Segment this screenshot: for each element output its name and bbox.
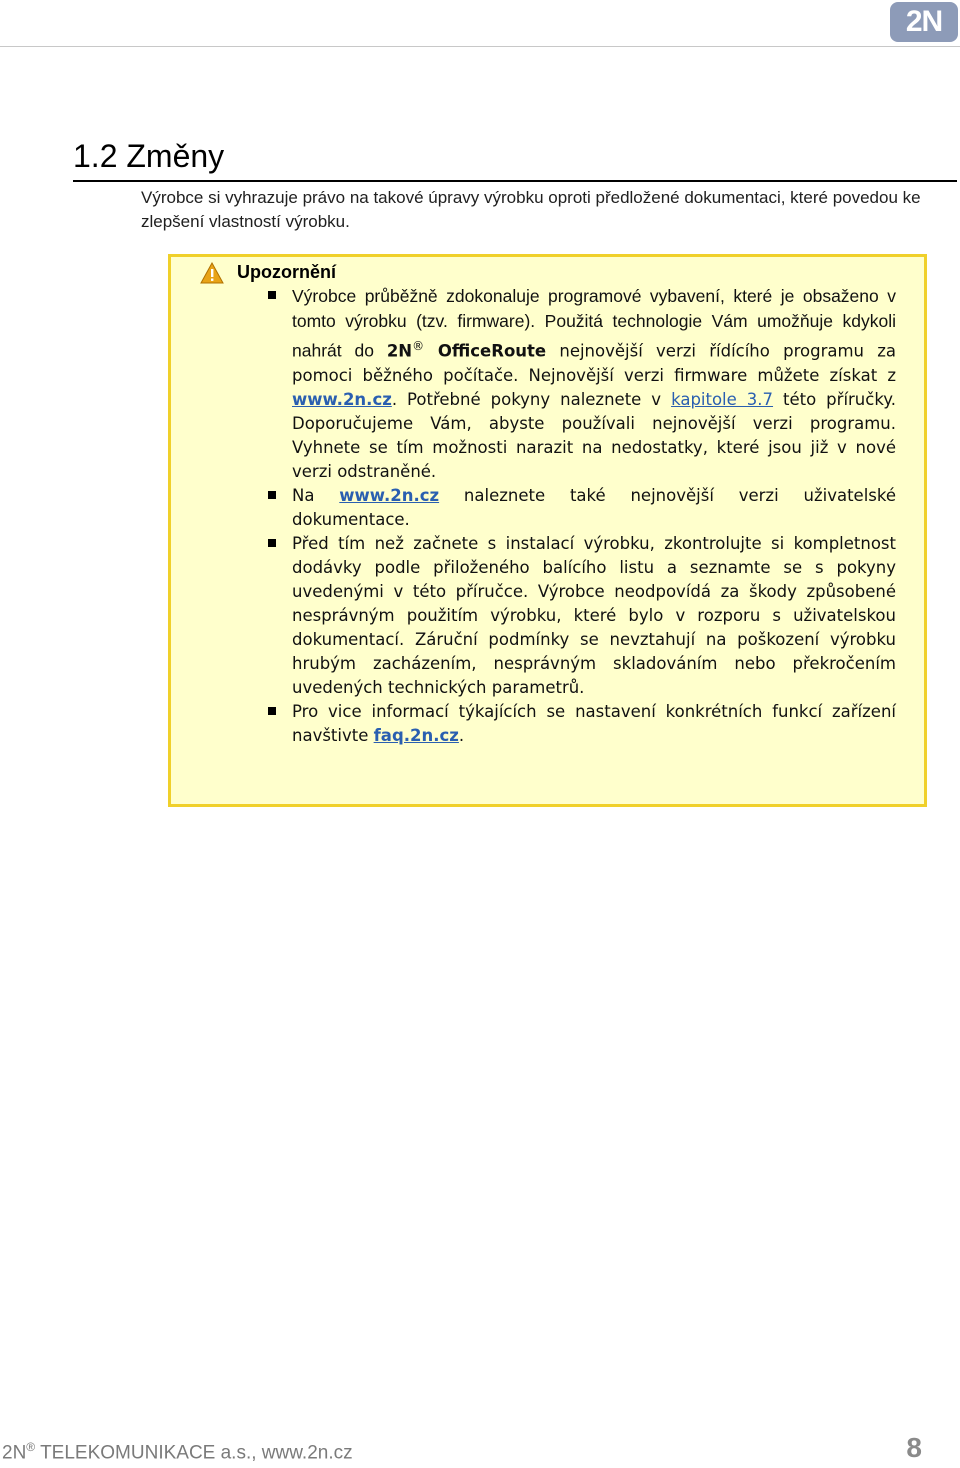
faq-link[interactable]: faq.2n.cz [373,725,459,745]
list-item: Před tím než začnete s instalací výrobku, zkontrolujte si kompletnost dodávky podle přiloženého balícího listu a seznamte se s pokyny uvedenými v této příručce. Výrobce neodpovídá za škody způsobené nesprávným použitím výrobku, které bylo v rozporu s uživatelskou dokumentací. Záruční podmínky se nevztahují na poškození výrobku hrubým zacházením, nesprávným skladováním nebo překročením uvedených technických parametrů. [264,532,896,700]
warning-title: Upozornění [237,262,336,282]
list-item: Na www.2n.cz naleznete také nejnovější verzi uživatelské dokumentace. [264,484,896,532]
bullet-square-icon [268,539,276,547]
warning-list [264,284,896,748]
section-title: 1.2 Změny [73,138,225,174]
footer-text: 2N® TELEKOMUNIKACE a.s., www.2n.cz [2,1440,353,1464]
bullet-square-icon [268,491,276,499]
bullet-square-icon [268,291,276,299]
intro-paragraph: Výrobce si vyhrazuje právo na takové úpravy výrobku oproti předložené dokumentaci, které povedou ke zlepšení vlastností výrobku. [141,188,921,231]
website-link[interactable]: www.2n.cz [292,389,392,409]
bullet-square-icon [268,707,276,715]
brand-logo: 2N [890,2,958,42]
list-item: Pro vice informací týkajících se nastavení konkrétních funkcí zařízení navštivte faq.2n.cz. [264,700,896,748]
list-item: Výrobce průběžně zdokonaluje programové vybavení, které je obsaženo v tomto výrobku (tzv. firmware). Použitá technologie Vám umožňuje kdykoli nahrát do 2N® OfficeRoute nejnovější verzi řídícího programu za pomoci běžného počítače. Nejnovější verzi firmware můžete získat z www.2n.cz. Potřebné pokyny naleznete v kapitole 3.7 této příručky. Doporučujeme Vám, abyste používali nejnovější verzi programu. Vyhnete se tím možnosti narazit na nedostatky, které jsou již v nové verzi odstraněné. [264,284,896,484]
website-link[interactable]: www.2n.cz [339,485,440,505]
title-underline [73,180,957,182]
page-number: 8 [906,1432,922,1463]
chapter-reference-link[interactable]: kapitole 3.7 [671,389,774,409]
warning-triangle-icon [200,262,224,284]
header-divider [0,46,960,47]
